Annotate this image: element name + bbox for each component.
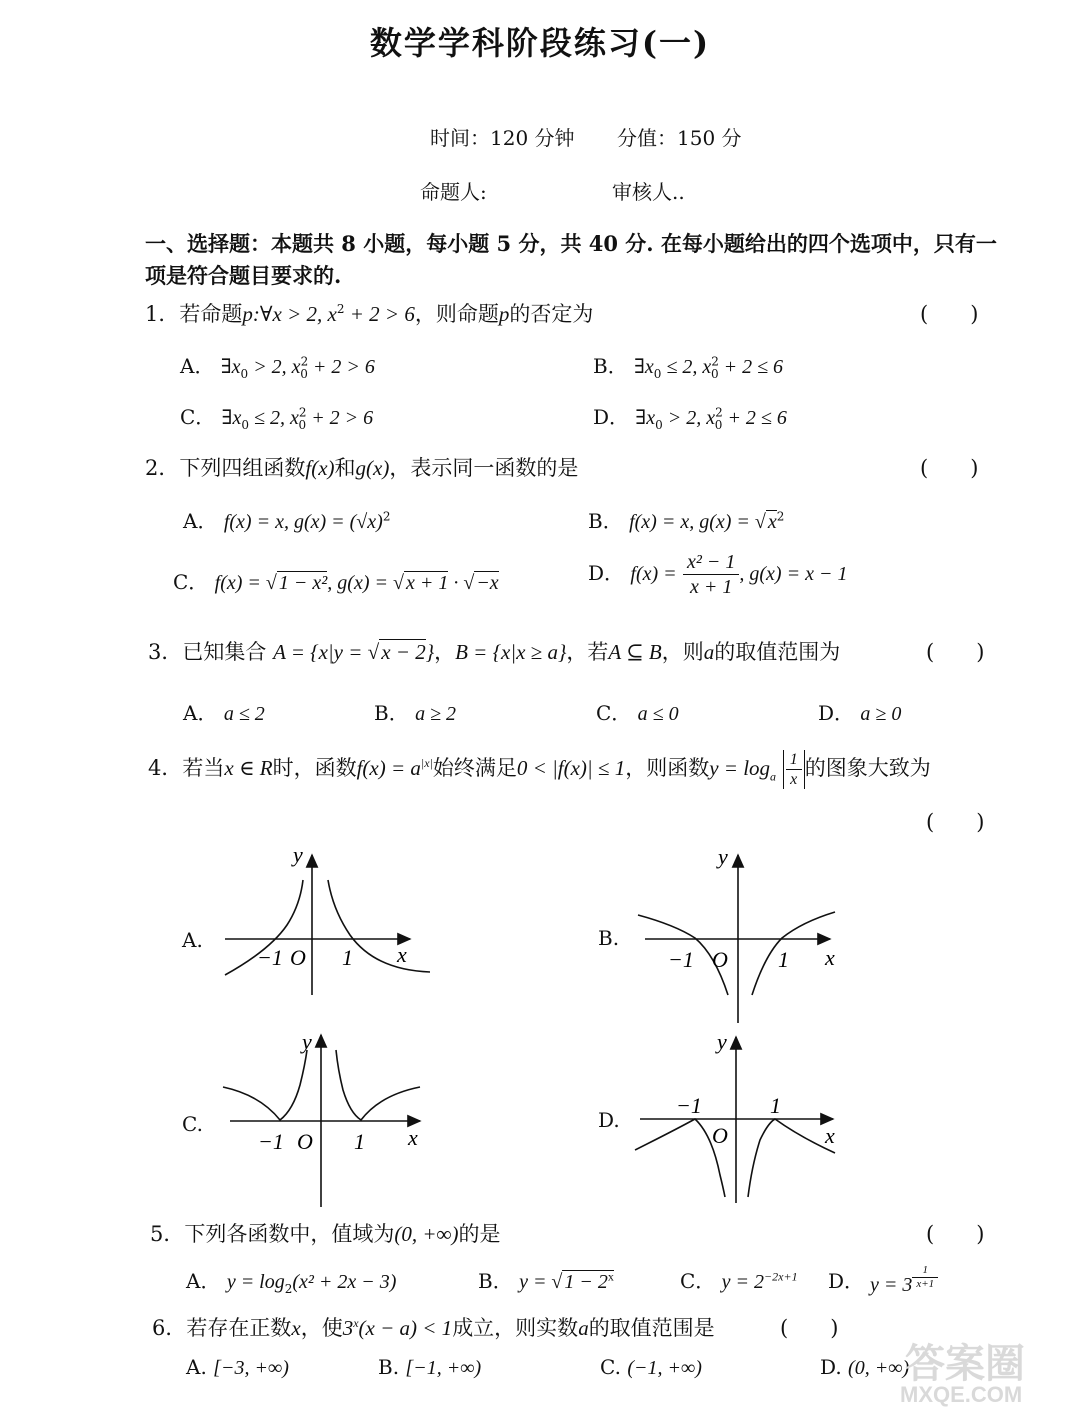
watermark-logo: 答案圈 bbox=[905, 1342, 1025, 1386]
curve-right bbox=[336, 1050, 420, 1120]
graph-c-label: C. bbox=[182, 1112, 203, 1136]
y-axis-label: y bbox=[718, 844, 728, 869]
q5-option-d: D． bbox=[828, 1269, 865, 1293]
neg-one-label: −1 bbox=[676, 1093, 702, 1118]
question-1-stem: 1．若命题p:∀x > 2, $x^2 + 2 > 6$，则命题p的否定为 bbox=[145, 302, 594, 326]
one-label: 1 bbox=[354, 1129, 365, 1154]
q1-option-d: D． $\exists x_0 > 2$, $x^2_0 + 2 \le 6$ bbox=[593, 405, 787, 432]
one-label: 1 bbox=[342, 945, 353, 970]
question-5-stem: 5．下列各函数中，值域为(0, +∞)的是 bbox=[150, 1222, 501, 1246]
graph-a-label: A. bbox=[182, 928, 203, 952]
graph-c bbox=[215, 1025, 440, 1210]
graph-d-label: D. bbox=[598, 1108, 620, 1132]
q2-option-b: B． f(x) = x, g(x) = √ $x^2$ bbox=[588, 509, 785, 533]
one-label: 1 bbox=[770, 1093, 781, 1118]
time-label: 时间：120 分钟 bbox=[430, 126, 575, 150]
graph-b bbox=[630, 840, 850, 1025]
q5-option-d-formula: y = 3 $\frac{1}{x+1}$ bbox=[870, 1272, 938, 1297]
q2-option-a: A． f(x) = x, $g(x) = (√x)^2$ bbox=[183, 509, 391, 533]
one-label: 1 bbox=[778, 947, 789, 972]
q3-option-a: A． a ≤ 2 bbox=[183, 701, 265, 725]
question-6-stem: 6．若存在正数x，使$3^x(x - a) < 1$成立，则实数a的取值范围是 bbox=[152, 1316, 715, 1340]
question-2-stem: 2．下列四组函数f(x)和g(x)，表示同一函数的是 bbox=[145, 456, 579, 480]
question-3-stem: 3．已知集合 A = {x|y = √x − 2}，B = {x|x ≥ a}，若A ⊆ B，则a的取值范围为 bbox=[148, 640, 841, 664]
y-axis-label: y bbox=[302, 1029, 312, 1054]
score-label: 分值：150 分 bbox=[617, 126, 742, 150]
neg-one-label: −1 bbox=[258, 1129, 284, 1154]
q5-option-c: C． $y = 2^{-2x+1}$ bbox=[680, 1269, 798, 1293]
curve-right bbox=[748, 1119, 835, 1197]
graph-a bbox=[215, 840, 440, 1000]
answer-blank-5: ( ) bbox=[926, 1222, 985, 1246]
section-heading-line2: 项是符合题目要求的. bbox=[145, 263, 342, 288]
y-axis-label: y bbox=[717, 1029, 727, 1054]
watermark-url: MXQE.COM bbox=[900, 1382, 1023, 1407]
origin-label: O bbox=[297, 1129, 313, 1154]
x-axis-label: x bbox=[408, 1125, 418, 1150]
neg-one-label: −1 bbox=[257, 945, 283, 970]
x-axis-label: x bbox=[397, 942, 407, 967]
x-axis-label: x bbox=[825, 945, 835, 970]
q2-option-d: D． f(x) = $\frac{\text{x² − 1}}{x + 1}$ , g(x) = x − 1 bbox=[588, 551, 848, 598]
answer-blank-3: ( ) bbox=[926, 640, 985, 664]
origin-label: O bbox=[290, 945, 306, 970]
q2-option-c: C． f(x) = √ 1 − x², g(x) = √ x + 1 · √ −x bbox=[173, 570, 499, 594]
q6-option-b: B. [−1, +∞) bbox=[378, 1355, 482, 1379]
answer-blank-6: ( ) bbox=[780, 1316, 839, 1340]
q6-option-c: C. (−1, +∞) bbox=[600, 1355, 702, 1379]
section-heading-line1: 一、选择题：本题共 8 小题，每小题 5 分，共 40 分. 在每小题给出的四个选项中，只有一 bbox=[145, 231, 997, 256]
origin-label: O bbox=[712, 947, 728, 972]
answer-blank-1: ( ) bbox=[920, 302, 979, 326]
graph-d bbox=[630, 1025, 850, 1205]
q6-option-d: D. (0, +∞) bbox=[820, 1355, 910, 1379]
page-title: 数学学科阶段练习(一) bbox=[369, 24, 711, 62]
reviewer-label: 审核人.. bbox=[612, 180, 685, 204]
answer-blank-2: ( ) bbox=[920, 456, 979, 480]
neg-one-label: −1 bbox=[668, 947, 694, 972]
origin-label: O bbox=[712, 1123, 728, 1148]
question-4-stem: 4．若当x ∈ R时，函数$f(x) = a^{|x|}$始终满足0 < |f(x)| ≤ 1，则函数$y = \log_a$ $\frac{1}{x}$ 的图象大致为 bbox=[148, 751, 931, 789]
q3-option-b: B． a ≥ 2 bbox=[374, 701, 457, 725]
author-label: 命题人: bbox=[420, 180, 487, 204]
answer-blank-4: ( ) bbox=[926, 810, 985, 834]
q5-option-a: A． $y = \log_2(x^2 + 2x - 3)$ bbox=[186, 1269, 397, 1296]
q1-option-c: C． $\exists x_0 \le 2$, $x^2_0 + 2 > 6$ bbox=[180, 405, 374, 432]
q3-option-c: C． a ≤ 0 bbox=[596, 701, 679, 725]
x-axis-label: x bbox=[825, 1123, 835, 1148]
q5-option-b: B． y = √ $1 - 2^x$ bbox=[478, 1269, 614, 1293]
curve-left bbox=[223, 1050, 307, 1120]
curve-right bbox=[752, 912, 835, 995]
q1-option-a: A． $\exists x_0 > 2$, $x^2_0 + 2 > 6$ bbox=[180, 354, 375, 381]
q1-option-b: B． $\exists x_0 \le 2$, $x^2_0 + 2 \le 6$ bbox=[593, 354, 784, 381]
q6-option-a: A. [−3, +∞) bbox=[186, 1355, 289, 1379]
y-axis-label: y bbox=[293, 842, 303, 867]
q3-option-d: D． a ≥ 0 bbox=[818, 701, 902, 725]
graph-b-label: B. bbox=[598, 926, 620, 950]
